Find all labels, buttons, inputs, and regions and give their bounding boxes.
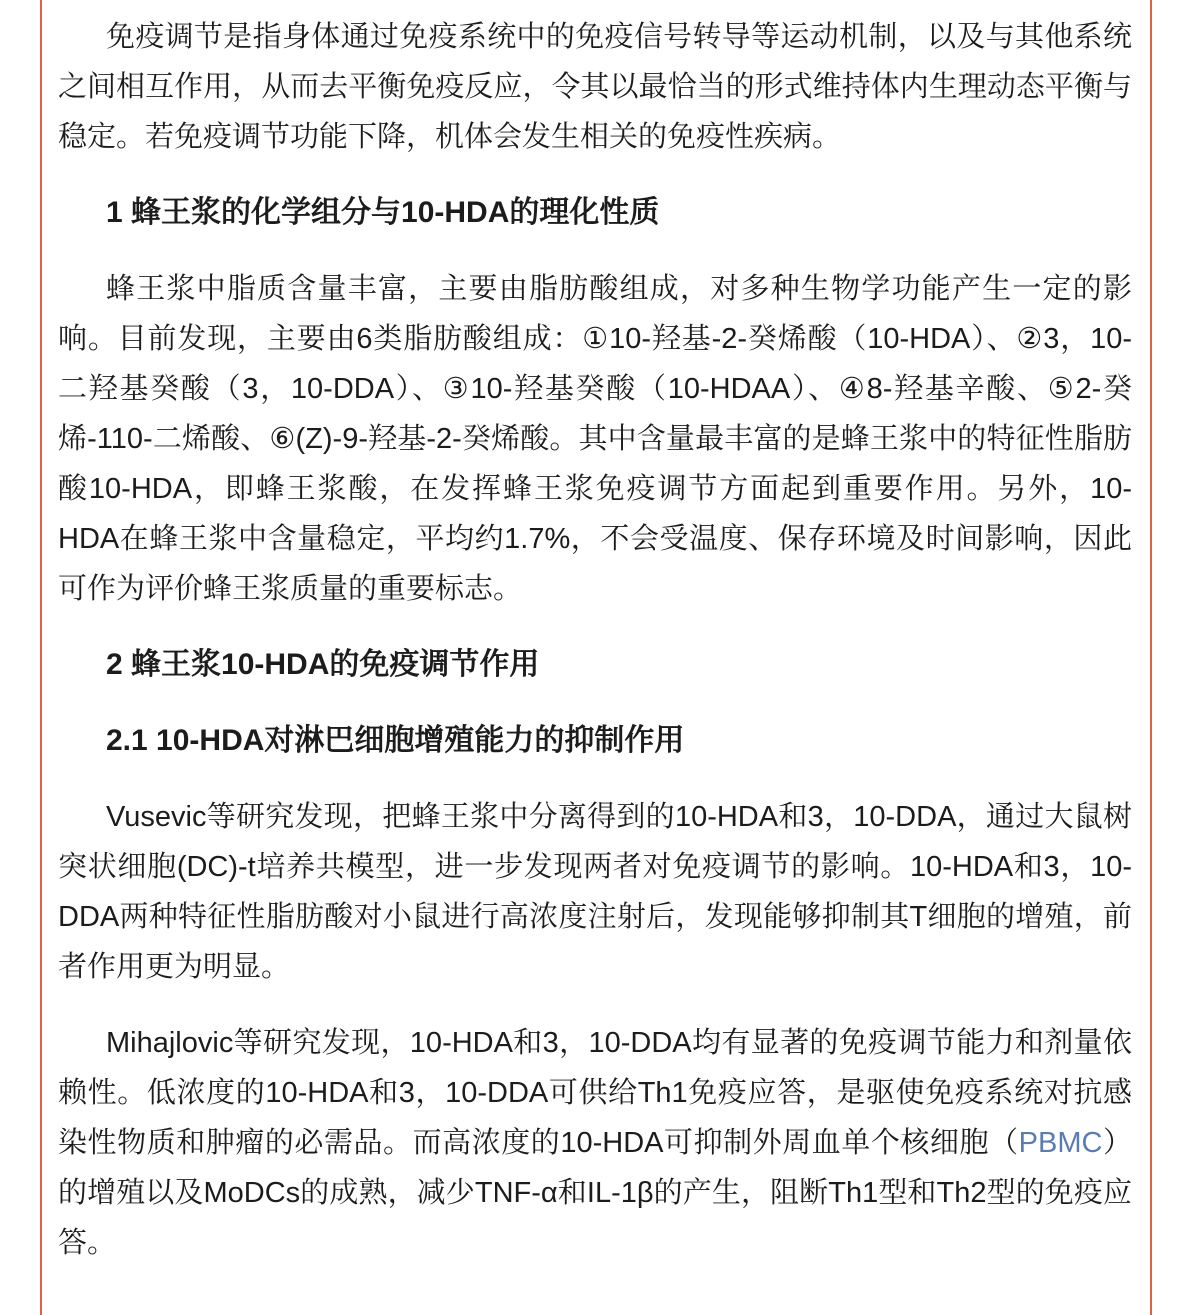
- intro-paragraph: 免疫调节是指身体通过免疫系统中的免疫信号转导等运动机制，以及与其他系统之间相互作用，从而去平衡免疫反应，令其以最恰当的形式维持体内生理动态平衡与稳定。若免疫调节功能下降，机体会发生相关的免疫性疾病。: [58, 21, 1132, 153]
- lipid-composition-paragraph: 蜂王浆中脂质含量丰富，主要由脂肪酸组成，对多种生物学功能产生一定的影响。目前发现，主要由6类脂肪酸组成：①10-羟基-2-癸烯酸（10-HDA）、②3，10-二羟基癸酸（3，10-DDA）、③10-羟基癸酸（10-HDAA）、④8-羟基辛酸、⑤2-癸烯-110-二烯酸、⑥(Z)-9-羟基-2-癸烯酸。其中含量最丰富的是蜂王浆中的特征性脂肪酸10-HDA，即蜂王浆酸，在发挥蜂王浆免疫调节方面起到重要作用。另外，10-HDA在蜂王浆中含量稳定，平均约1.7%，不会受温度、保存环境及时间影响，因此可作为评价蜂王浆质量的重要标志。: [58, 273, 1132, 605]
- left-margin-rule: [40, 0, 42, 1315]
- mihajlovic-paragraph: [58, 1018, 1132, 1268]
- right-margin-rule: [1150, 0, 1152, 1315]
- pbmc-link[interactable]: PBMC: [1018, 1127, 1103, 1159]
- section-1-heading: 1 蜂王浆的化学组分与10-HDA的理化性质: [106, 196, 660, 229]
- section-2-heading: 2 蜂王浆10-HDA的免疫调节作用: [106, 648, 540, 681]
- article-body: [58, 12, 1132, 1294]
- mihajlovic-paragraph-text-before: Mihajlovic等研究发现，10-HDA和3，10-DDA均有显著的免疫调节能力和剂量依赖性。低浓度的10-HDA和3，10-DDA可供给Th1免疫应答，是驱使免疫系统对抗感染性物质和肿瘤的必需品。而高浓度的10-HDA可抑制外周血单个核细胞（: [58, 1027, 1132, 1159]
- vusevic-paragraph: Vusevic等研究发现，把蜂王浆中分离得到的10-HDA和3，10-DDA，通过大鼠树突状细胞(DC)-t培养共模型，进一步发现两者对免疫调节的影响。10-HDA和3，10-DDA两种特征性脂肪酸对小鼠进行高浓度注射后，发现能够抑制其T细胞的增殖，前者作用更为明显。: [58, 801, 1132, 983]
- section-2-1-heading: 2.1 10-HDA对淋巴细胞增殖能力的抑制作用: [106, 724, 685, 757]
- mihajlovic-paragraph-text-after: ）的增殖以及MoDCs的成熟，减少TNF-α和IL-1β的产生，阻断Th1型和Th2型的免疫应答。: [58, 1127, 1132, 1259]
